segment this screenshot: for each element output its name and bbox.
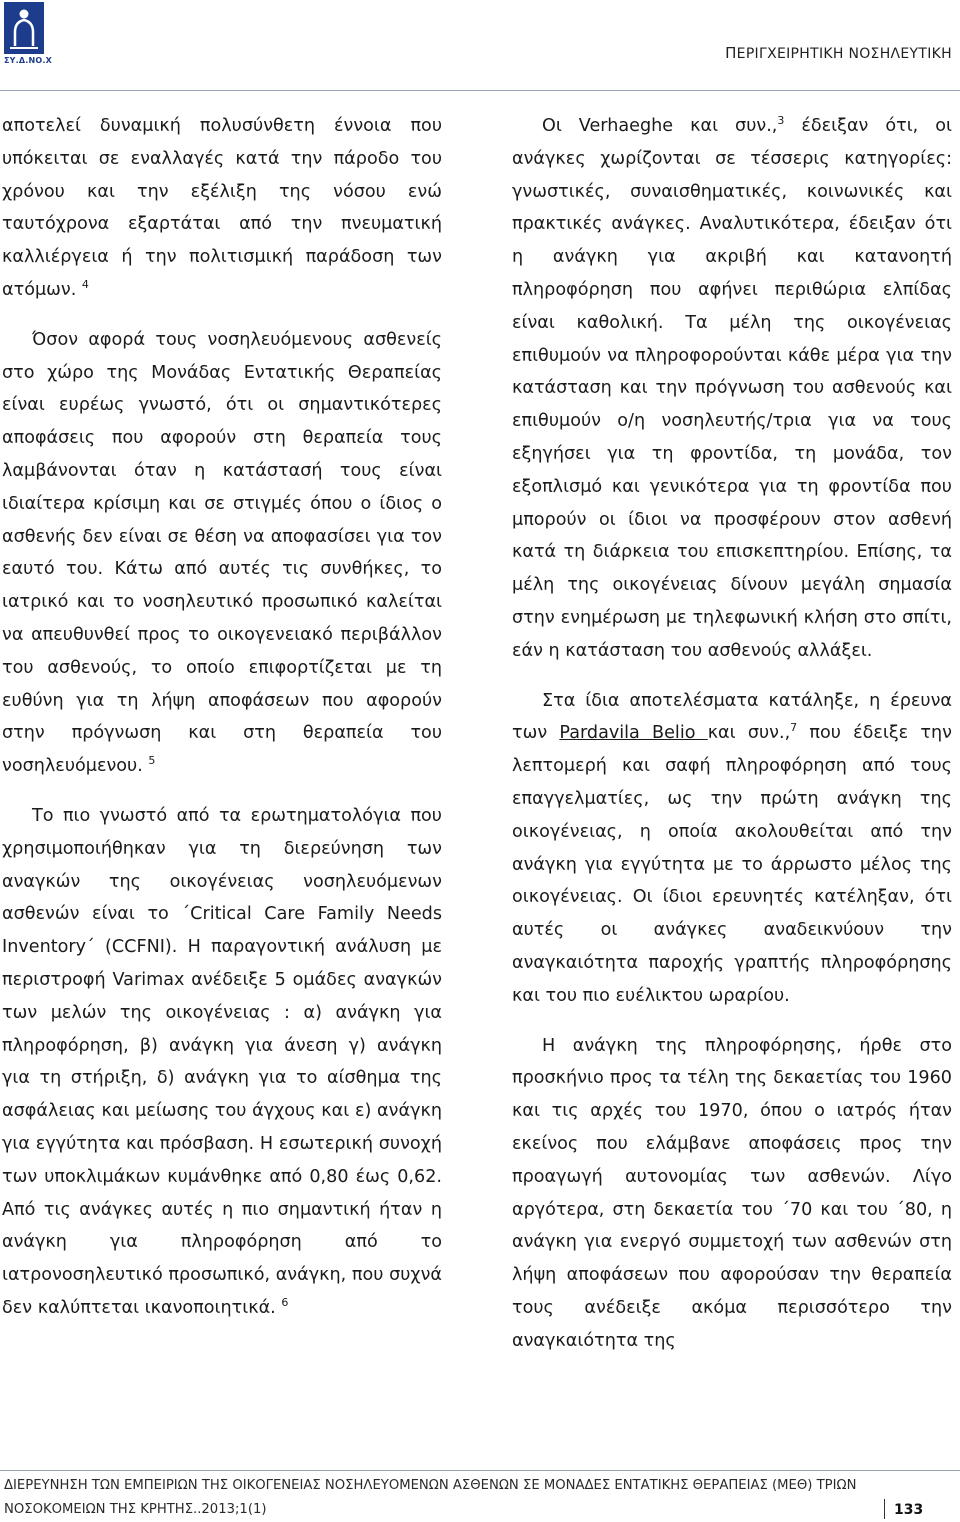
left-paragraph-2 [2, 324, 442, 783]
right-paragraph-3 [512, 1030, 952, 1358]
reference-4: 4 [81, 278, 89, 292]
left-paragraph-1 [2, 110, 442, 307]
logo-text: ΣΥ.Δ.ΝΟ.Χ [4, 56, 53, 65]
reference-6: 6 [281, 1296, 289, 1310]
reference-3: 3 [777, 114, 785, 128]
right-paragraph-2-middle: και συν., [707, 723, 791, 744]
right-column [512, 110, 952, 1357]
footer-article-title: ΔΙΕΡΕΥΝΗΣΗ ΤΩΝ ΕΜΠΕΙΡΙΩΝ ΤΗΣ ΟΙΚΟΓΕΝΕΙΑΣ ΝΟΣΗΛΕΥΟΜΕΝΩΝ ΑΣΘΕΝΩΝ ΣΕ ΜΟΝΑΔΕΣ ΕΝΤΑΤΙΚΗΣ ΘΕΡΑΠΕΙΑΣ (ΜΕΘ) ΤΡΙΩΝ [4, 1478, 857, 1493]
left-paragraph-2-text: Όσον αφορά τους νοσηλευόμενους ασθενείς στο χώρο της Μονάδας Εντατικής Θεραπείας είναι ευρέως γνωστό, ότι οι σημαντικότερες αποφάσεις που αφορούν στη θεραπεία τους λαμβάνονται όταν η κατάστασή τους είναι ιδιαίτερα κρίσιμη και σε στιγμές όπου ο ίδιος ο ασθενής δεν είναι σε θέση να αποφασίσει για τον εαυτό του. Κάτω από αυτές τις συνθήκες, το ιατρικό και το νοσηλευτικό προσωπικό καλείται να απευθυνθεί προς το οικογενειακό περιβάλλον του ασθενούς, το οποίο επιφορτίζεται με τη ευθύνη για τη λήψη αποφάσεων που αφορούν στην πρόγνωση και στη θεραπεία του νοσηλευόμενου. [2, 329, 442, 777]
header-divider [0, 90, 960, 91]
right-paragraph-1-lead: Οι Verhaeghe και συν., [542, 116, 778, 136]
left-paragraph-1-text: αποτελεί δυναμική πολυσύνθετη έννοια που υπόκειται σε εναλλαγές κατά την πάροδο του χρόνου και την εξέλιξη της νόσου ενώ ταυτόχρονα εξαρτάται από την πνευματική καλλιέργεια ή την πολιτισμική παράδοση των ατόμων. [2, 116, 442, 300]
journal-title [725, 44, 952, 62]
page-number: 133 [894, 1502, 924, 1518]
right-paragraph-2 [512, 685, 952, 1013]
journal-logo [4, 2, 53, 66]
left-paragraph-3 [2, 800, 442, 1325]
right-paragraph-1-text: έδειξαν ότι, οι ανάγκες χωρίζονται σε τέσσερις κατηγορίες: γνωστικές, συναισθηματικές, κοινωνικές και πρακτικές ανάγκες. Αναλυτικότερα, έδειξαν ότι η ανάγκη για ακριβή και κατανοητή πληροφόρηση που αφήνει περιθώρια ελπίδας είναι καθολική. Τα μέλη της οικογένειας επιθυμούν να πληροφορούνται κάθε μέρα για την κατάσταση και την πρόγνωση του ασθενούς και επιθυμούν ο/η νοσηλευτής/τρια για να τους εξηγήσει για τη φροντίδα, τη μονάδα, τον εξοπλισμό και γενικότερα για τη φροντίδα που μπορούν οι ίδιοι να προσφέρουν στον ασθενή κατά τη διάρκεια του επισκεπτηρίου. Επίσης, τα μέλη της οικογένειας δίνουν μεγάλη σημασία στην ενημέρωση με τηλεφωνική κλήση στο σπίτι, εάν η κατάσταση του ασθενούς αλλάξει. [512, 116, 952, 661]
journal-title-rest: ΕΡΙΓΧΕΙΡΗΤΙΚΗ ΝΟΣΗΛΕΥΤΙΚΗ [736, 46, 952, 62]
right-paragraph-2-lead: Στα ίδια αποτελέσματα κατάληξε, η έρευνα των [512, 690, 952, 744]
left-column [2, 110, 442, 1325]
reference-7: 7 [790, 721, 798, 735]
reference-5: 5 [148, 754, 156, 768]
page-number-separator [884, 1499, 885, 1519]
footer-divider [0, 1470, 960, 1471]
footer-citation: ΝΟΣΟΚΟΜΕΙΩΝ ΤΗΣ ΚΡΗΤΗΣ..2013;1(1) [4, 1502, 267, 1517]
right-paragraph-3-text: Η ανάγκη της πληροφόρησης, ήρθε στο προσκήνιο προς τα τέλη της δεκαετίας του 1960 και τις αρχές του 1970, όπου ο ιατρός ήταν εκείνος που ελάμβανε αποφάσεις προς την προαγωγή αυτονομίας των ασθενών. Λίγο αργότερα, στη δεκαετία του ΄70 και του ΄80, η ανάγκη για ενεργό συμμετοχή των ασθενών στη λήψη αποφάσεων που αφορούσαν την θεραπεία τους ανέδειξε ακόμα περισσότερο την αναγκαιότητα της [512, 1035, 952, 1351]
logo-emblem-icon [4, 2, 44, 54]
left-paragraph-3-text: Το πιο γνωστό από τα ερωτηματολόγια που χρησιμοποιήθηκαν για τη διερεύνηση των αναγκών της οικογένειας νοσηλευόμενων ασθενών είναι το ΄Critical Care Family Needs Inventory΄ (CCFNI). Η παραγοντική ανάλυση με περιστροφή Varimax ανέδειξε 5 ομάδες αναγκών των μελών της οικογένειας : α) ανάγκη για πληροφόρηση, β) ανάγκη για άνεση γ) ανάγκη για τη στήριξη, δ) ανάγκη για το αίσθημα της ασφάλειας και μείωσης του άγχους και ε) ανάγκη για εγγύτητα και πρόσβαση. Η εσωτερική συνοχή των υποκλιμάκων κυμάνθηκε από 0,80 έως 0,62. Από τις ανάγκες αυτές η πιο σημαντική ήταν η ανάγκη για πληροφόρηση από το ιατρονοσηλευτικό προσωπικό, ανάγκη, που συχνά δεν καλύπτεται ικανοποιητικά. [2, 805, 442, 1318]
right-paragraph-2-text: που έδειξε την λεπτομερή και σαφή πληροφόρηση από τους επαγγελματίες, ως την πρώτη ανάγκη της οικογένειας, η οποία ακολουθείται από την ανάγκη για εγγύτητα με το άρρωστο μέλος της οικογένειας. Οι ίδιοι ερευνητές κατέληξαν, ότι αυτές οι ανάγκες αναδεικνύουν την αναγκαιότητα παροχής γραπτής πληροφόρησης και του πιο ευέλικτου ωραρίου. [512, 723, 952, 1006]
right-paragraph-1 [512, 110, 952, 668]
journal-title-initial: Π [725, 44, 737, 62]
pardavila-belio-link[interactable]: Pardavila Belio [559, 723, 708, 744]
